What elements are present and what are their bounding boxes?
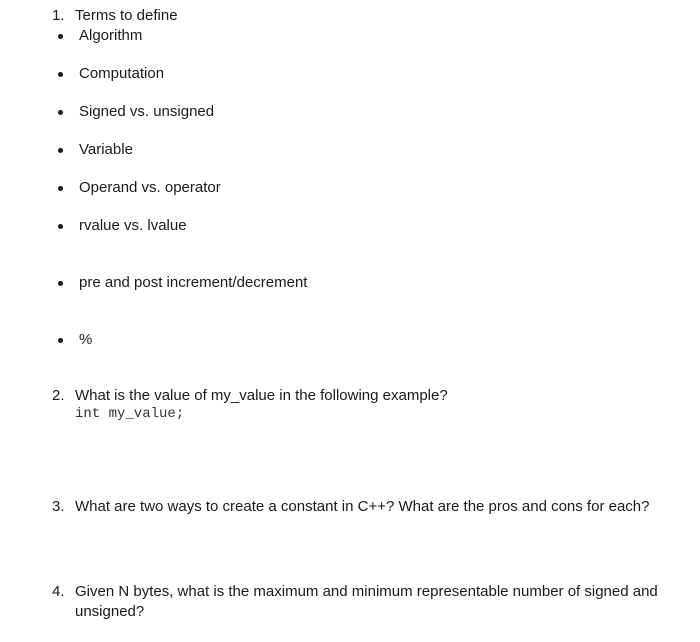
question-number: 1. (52, 7, 65, 24)
question-number: 2. (52, 387, 65, 404)
bullet-icon (58, 148, 63, 153)
question-text: What is the value of my_value in the following example? (75, 387, 448, 404)
question-text: Given N bytes, what is the maximum and minimum representable number of signed and unsigned? (75, 583, 658, 620)
term-label: Variable (79, 141, 133, 158)
bullet-icon (58, 338, 63, 343)
code-snippet: int my_value; (75, 406, 185, 422)
term-label: Algorithm (79, 27, 143, 44)
term-label: rvalue vs. lvalue (79, 217, 187, 234)
question-number: 4. (52, 583, 65, 600)
bullet-icon (58, 186, 63, 191)
term-label: % (79, 331, 93, 348)
term-label: Operand vs. operator (79, 179, 221, 196)
question-number: 3. (52, 498, 65, 515)
bullet-icon (58, 281, 63, 286)
bullet-icon (58, 110, 63, 115)
bullet-icon (58, 72, 63, 77)
term-label: Computation (79, 65, 165, 82)
bullet-icon (58, 34, 63, 39)
term-label: pre and post increment/decrement (79, 274, 308, 291)
question-text: What are two ways to create a constant in C++? What are the pros and cons for each? (75, 498, 650, 515)
bullet-icon (58, 224, 63, 229)
question-text: Terms to define (75, 7, 178, 24)
term-label: Signed vs. unsigned (79, 103, 215, 120)
